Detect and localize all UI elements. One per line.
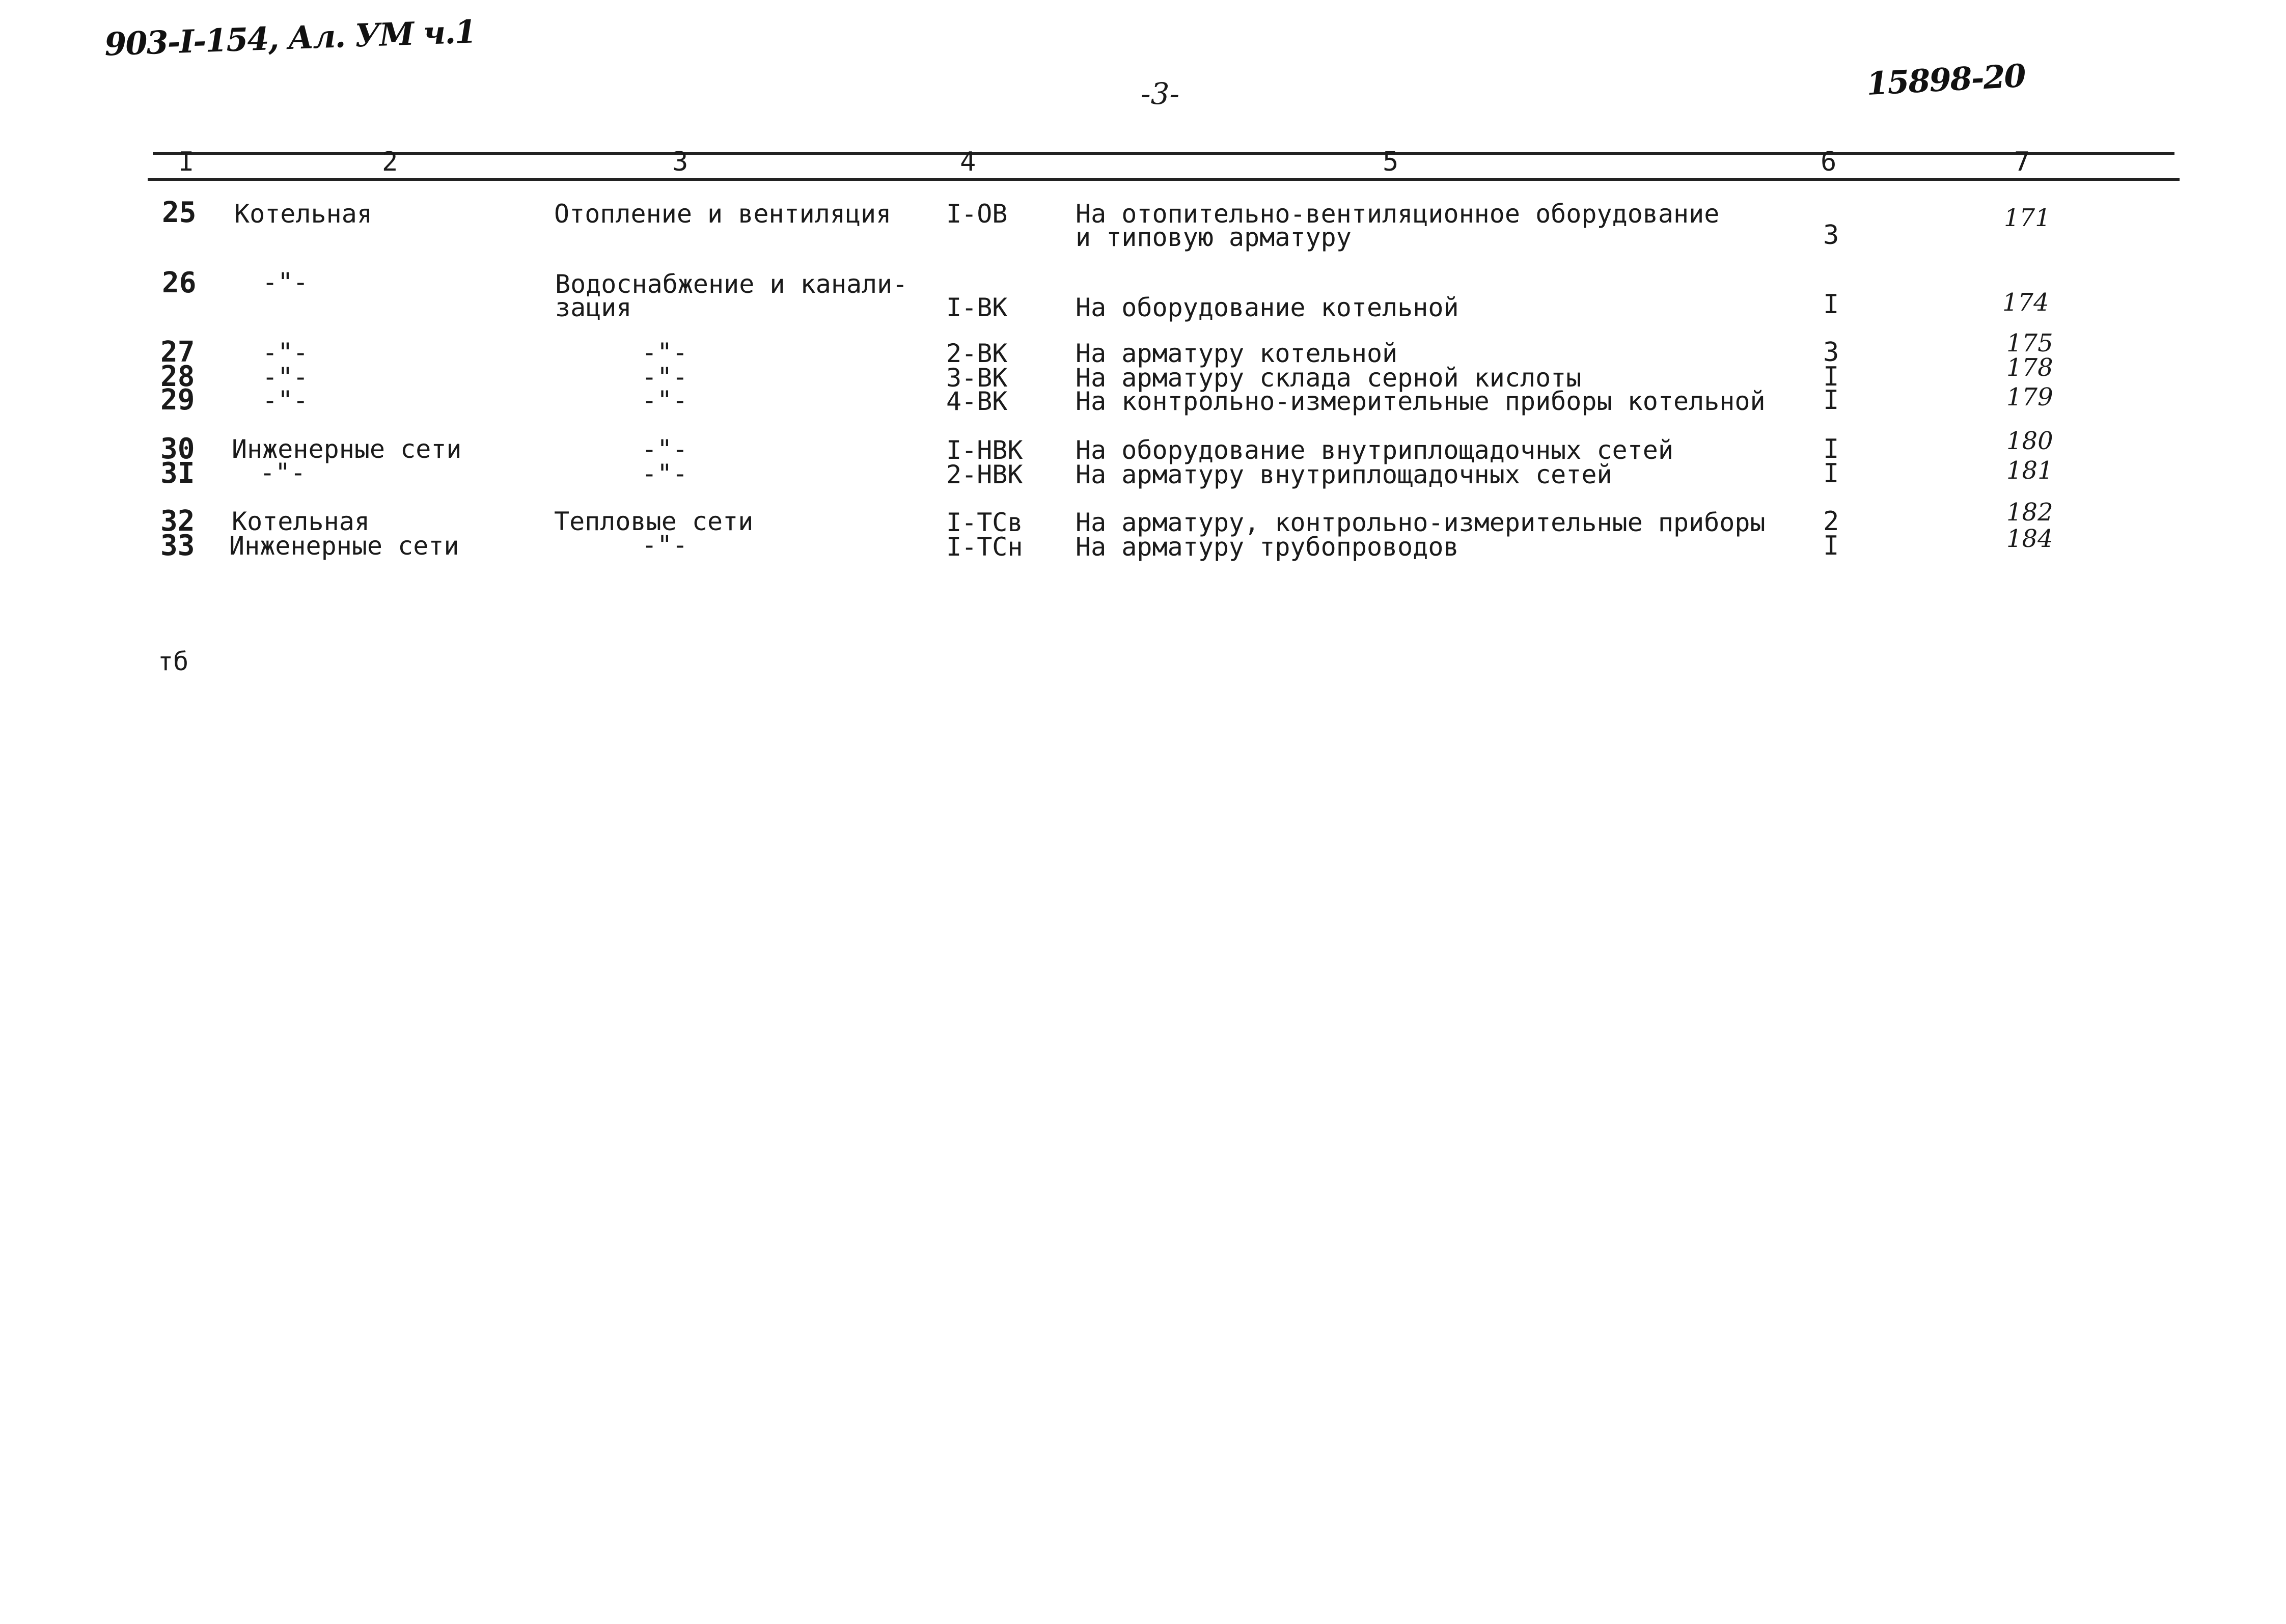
row-number: 32 [160, 505, 195, 538]
row-section: -"- [642, 434, 688, 464]
row-page: 181 [2006, 456, 2053, 485]
row-code: 3-ВК [946, 363, 1008, 393]
row-description: На арматуру внутриплощадочных сетей [1076, 460, 1612, 489]
row-page: 179 [2006, 383, 2053, 411]
row-description: На отопительно-вентиляционное оборудование [1076, 199, 1720, 229]
row-description: На арматуру трубопроводов [1076, 532, 1459, 562]
row-section: -"- [642, 530, 688, 560]
page-number: -3- [1141, 76, 1180, 111]
row-object: -"- [262, 267, 309, 297]
row-description-continued: и типовую арматуру [1076, 223, 1352, 252]
row-quantity: I [1823, 289, 1839, 320]
row-quantity: I [1823, 385, 1839, 416]
column-number-1: I [178, 147, 195, 177]
row-description: На арматуру склада серной кислоты [1076, 363, 1582, 393]
row-number: 25 [162, 196, 197, 229]
row-section: -"- [642, 362, 688, 392]
row-code: 4-ВК [946, 387, 1008, 416]
row-object: -"- [262, 338, 309, 367]
row-number: 3I [160, 457, 195, 490]
row-number: 33 [160, 529, 195, 562]
footer-mark: тб [158, 647, 189, 676]
row-page: 175 [2006, 329, 2053, 357]
row-description: На оборудование внутриплощадочных сетей [1076, 435, 1673, 465]
row-object: Инженерные сети [232, 434, 462, 464]
row-code: I-ВК [946, 293, 1008, 322]
row-page: 184 [2006, 525, 2053, 553]
row-description: На контрольно-измерительные приборы котельной [1076, 387, 1766, 416]
row-object: Инженерные сети [229, 531, 459, 561]
column-number-3: 3 [672, 147, 688, 177]
row-page: 180 [2006, 427, 2053, 455]
column-number-4: 4 [960, 147, 976, 177]
row-object: -"- [262, 386, 309, 415]
row-section: Отопление и вентиляция [554, 199, 892, 229]
row-number: 29 [160, 383, 195, 417]
row-code: I-ОВ [946, 199, 1008, 229]
row-section: -"- [642, 459, 688, 488]
row-page: 178 [2006, 353, 2053, 382]
row-number: 27 [160, 336, 195, 369]
row-section: -"- [642, 338, 688, 367]
row-object: Котельная [232, 507, 370, 536]
row-page: 182 [2006, 498, 2053, 527]
row-page: 174 [2002, 288, 2049, 317]
row-section-continued: зация [555, 293, 632, 322]
row-number: 26 [162, 266, 197, 299]
row-quantity: 3 [1823, 220, 1839, 251]
row-object: -"- [262, 362, 309, 392]
table-header-bottom-rule [148, 178, 2180, 181]
column-number-7: 7 [2014, 147, 2030, 177]
row-number: 28 [160, 360, 195, 393]
row-description: На арматуру котельной [1076, 339, 1398, 368]
row-section: Тепловые сети [554, 507, 754, 536]
row-code: 2-ВК [946, 339, 1008, 368]
row-quantity: I [1823, 531, 1839, 561]
row-quantity: 2 [1823, 506, 1839, 537]
row-quantity: 3 [1823, 337, 1839, 368]
row-code: 2-НВК [946, 460, 1023, 489]
row-code: I-ТСн [946, 532, 1023, 562]
document-reference-right: 15898-20 [1865, 57, 2026, 103]
table-top-rule [153, 152, 2174, 155]
row-description: На арматуру, контрольно-измерительные приборы [1076, 508, 1766, 537]
column-number-5: 5 [1383, 147, 1399, 177]
row-section: -"- [642, 386, 688, 415]
row-number: 30 [160, 432, 195, 465]
row-page: 171 [2004, 204, 2051, 232]
document-reference-left: 903-I-154, Ал. УМ ч.1 [103, 13, 477, 63]
row-quantity: I [1823, 362, 1839, 392]
row-quantity: I [1823, 458, 1839, 489]
row-code: I-ТСв [946, 508, 1023, 537]
row-code: I-НВК [946, 435, 1023, 465]
row-section: Водоснабжение и канали- [555, 269, 908, 299]
row-description: На оборудование котельной [1076, 293, 1459, 322]
row-object: Котельная [234, 199, 372, 229]
column-number-2: 2 [382, 147, 398, 177]
row-quantity: I [1823, 434, 1839, 464]
column-number-6: 6 [1821, 147, 1837, 177]
row-object: -"- [260, 458, 306, 487]
